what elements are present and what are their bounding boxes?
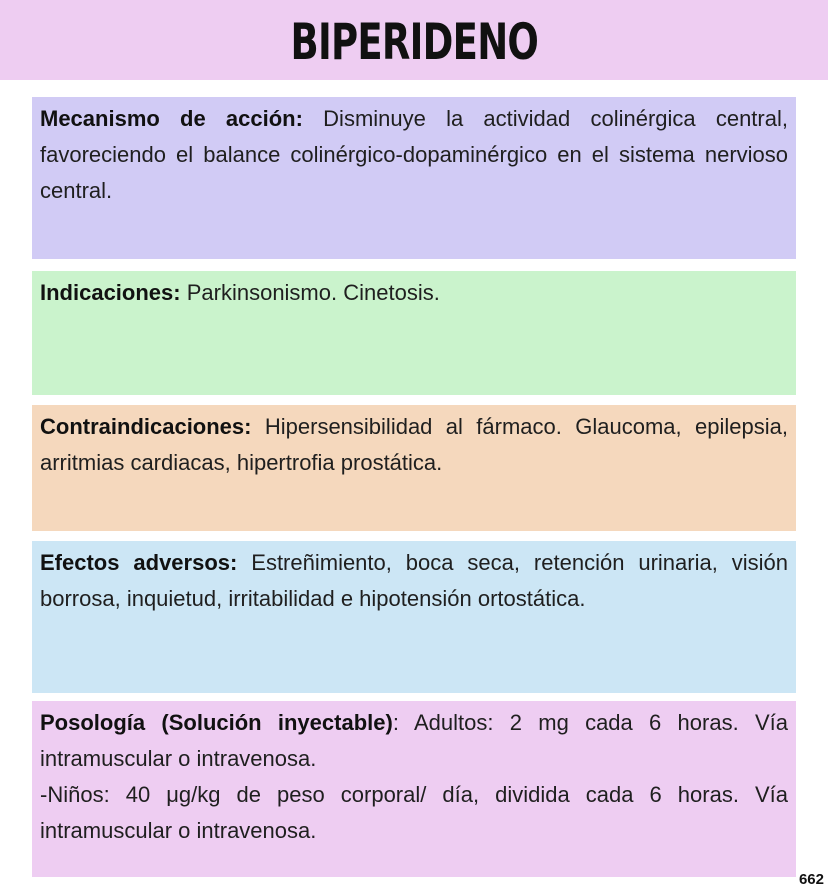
- contraindicaciones-section: [32, 405, 796, 531]
- contraindicaciones-text: Hipersensibilidad al fármaco. Glaucoma, epilepsia, arritmias cardiacas, hipertrofia prostática.: [40, 414, 788, 475]
- page-title: BIPERIDENO: [290, 13, 538, 71]
- posologia-label: Posología (Solución inyectable): [40, 710, 393, 735]
- contraindicaciones-label: Contraindicaciones:: [40, 414, 252, 439]
- posologia-section: [32, 701, 796, 877]
- efectos-adversos-section: [32, 541, 796, 693]
- indicaciones-text: Parkinsonismo. Cinetosis.: [186, 280, 440, 305]
- mecanismo-label: Mecanismo de acción:: [40, 106, 303, 131]
- indicaciones-section: [32, 271, 796, 395]
- efectos-adversos-label: Efectos adversos:: [40, 550, 238, 575]
- title-banner: [0, 0, 828, 80]
- mecanismo-text: Disminuye la actividad colinérgica central, favoreciendo el balance colinérgico-dopaminérgico en el sistema nervioso central.: [40, 106, 788, 203]
- efectos-adversos-text: Estreñimiento, boca seca, retención urinaria, visión borrosa, inquietud, irritabilidad e hipotensión ortostática.: [40, 550, 788, 611]
- mecanismo-section: [32, 97, 796, 259]
- posologia-ninos-text: -Niños: 40 μg/kg de peso corporal/ día, dividida cada 6 horas. Vía intramuscular o intravenosa.: [40, 782, 788, 843]
- posologia-adultos-paragraph: [40, 705, 788, 777]
- page-number: 662: [798, 871, 824, 888]
- posologia-adultos-text: : Adultos: 2 mg cada 6 horas. Vía intramuscular o intravenosa.: [40, 710, 788, 771]
- indicaciones-label: Indicaciones:: [40, 280, 181, 305]
